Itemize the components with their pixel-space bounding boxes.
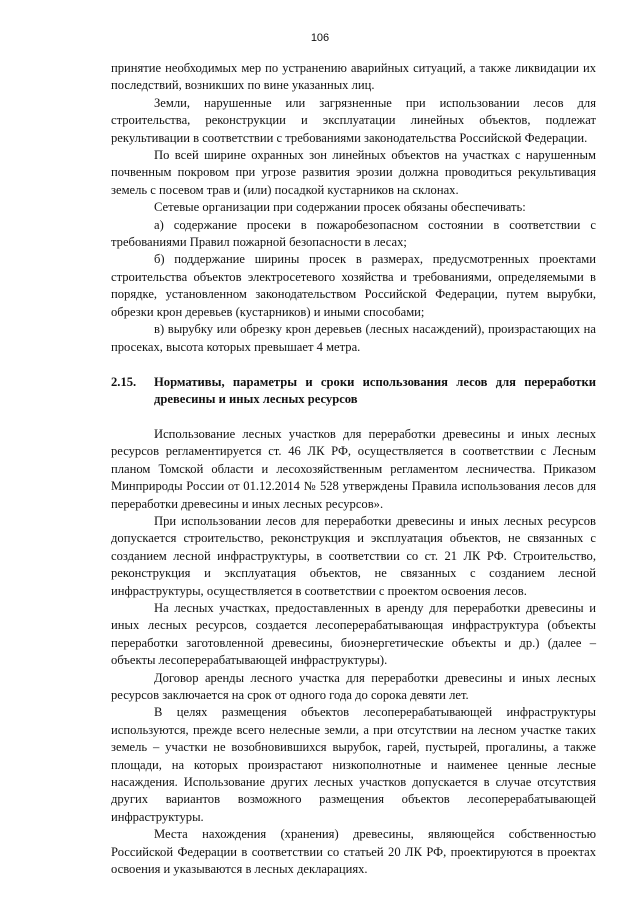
paragraph: Места нахождения (хранения) древесины, являющейся собственностью Российской Федерации в соответствии со статьей 20 ЛК РФ, проектируются в проектах освоения и указываются в лесных декларациях. bbox=[111, 827, 596, 877]
page-number: 106 bbox=[310, 32, 330, 44]
paragraph: Использование лесных участков для переработки древесины и иных лесных ресурсов регламентируется ст. 46 ЛК РФ, осуществляется в соответствии с Лесным планом Томской области и лесохозяйственным регламентом лесничества. Приказом Минприроды России от 01.12.2014 № 528 утверждены Правила использования лесов для переработки древесины и иных лесных ресурсов». bbox=[111, 426, 596, 511]
paragraph: Договор аренды лесного участка для переработки древесины и иных лесных ресурсов заключается на срок от одного года до сорока девяти лет. bbox=[111, 670, 596, 702]
paragraph: Земли, нарушенные или загрязненные при использовании лесов для строительства, реконструкции и эксплуатации линейных объектов, подлежат рекультивации в соответствии с требованиями законодательства Российской Федерации. bbox=[111, 95, 596, 145]
paragraph: В целях размещения объектов лесоперерабатывающей инфраструктуры используются, прежде всего нелесные земли, а при отсутствии на лесном участке таких земель – участки не возобновившихся вырубок, гарей, пустырей, прогалины, а также площади, на которых произрастают низкополнотные и наименее ценные лесные насаждения. Использование других лесных участков допускается в случае отсутствия других вариантов возможного размещения объектов лесоперерабатывающей инфраструктуры. bbox=[111, 705, 596, 824]
list-item-paragraph: в) вырубку или обрезку крон деревьев (лесных насаждений), произрастающих на просеках, высота которых превышает 4 метра. bbox=[111, 322, 596, 354]
paragraph: По всей ширине охранных зон линейных объектов на участках с нарушенным почвенным покровом при угрозе развития эрозии должна проводиться рекультивация земель с посевом трав и (или) посадкой кустарников на склонах. bbox=[111, 148, 596, 197]
paragraph: Сетевые организации при содержании просек обязаны обеспечивать: bbox=[154, 200, 526, 215]
paragraph: принятие необходимых мер по устранению аварийных ситуаций, а также ликвидации их последствий, возникших по вине указанных лиц. bbox=[111, 61, 596, 93]
list-item-paragraph: а) содержание просеки в пожаробезопасном состоянии в соответствии с требованиями Правил пожарной безопасности в лесах; bbox=[111, 217, 596, 250]
section-title: Нормативы, параметры и сроки использования лесов для переработки древесины и иных лесных ресурсов bbox=[154, 374, 596, 406]
section-number: 2.15. bbox=[111, 374, 137, 389]
page-content bbox=[111, 60, 596, 878]
paragraph: На лесных участках, предоставленных в аренду для переработки древесины и иных лесных ресурсов, создается лесоперерабатывающая инфраструктура (объекты переработки заготовленной древесины, биоэнергетические объекты и др.) (далее – объекты лесоперерабатывающей инфраструктуры). bbox=[111, 600, 596, 668]
paragraph: При использовании лесов для переработки древесины и иных лесных ресурсов допускается строительство, реконструкция и эксплуатация объектов, не связанных с созданием лесной инфраструктуры, в соответствии со ст. 21 ЛК РФ. Строительство, реконструкция и эксплуатация объектов, не связанных с созданием лесной инфраструктуры, осуществляется в соответствии с проектом освоения лесов. bbox=[111, 513, 596, 598]
list-item-paragraph: б) поддержание ширины просек в размерах, предусмотренных проектами строительства объектов электросетевого хозяйства и требованиями, определяемыми в порядке, установленном законодательством Российской Федерации, путем вырубки, обрезки крон деревьев (кустарников) и иными способами; bbox=[111, 252, 596, 319]
section-heading bbox=[111, 374, 596, 408]
